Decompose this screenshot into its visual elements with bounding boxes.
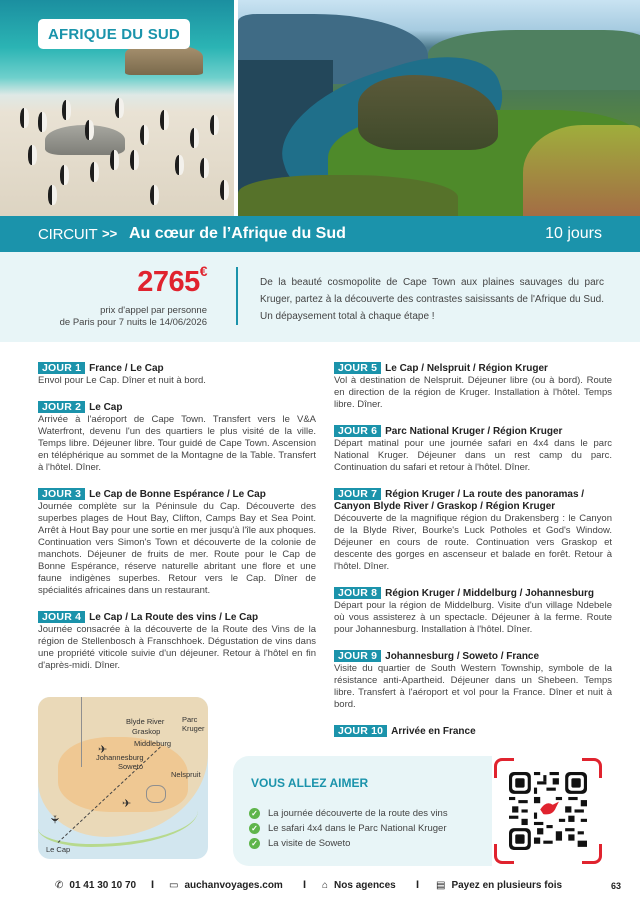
intro-description: De la beauté cosmopolite de Cape Town aux plaines sauvages du parc Kruger, partez à la découverte des contrastes saisissants de l'Afrique du Sud. Un dépaysement total à chaque étape ! [260,277,604,322]
highlight-text: Le safari 4x4 dans le Parc National Kruger [268,823,447,834]
payment-link[interactable] [436,880,562,891]
intro-panel [0,252,640,342]
page-number: 63 [610,881,621,891]
plane-icon: ✈ [98,744,108,756]
day-title: Région Kruger / La route des panoramas / Canyon Blyde River / Graskop / Région Kruger [334,489,585,512]
day-badge: JOUR 7 [334,488,381,500]
intro-divider [236,267,238,325]
itinerary-day [334,725,612,738]
currency-symbol: € [199,263,207,280]
day-title: Le Cap / Nelspruit / Région Kruger [385,363,548,374]
map-label: Middleburg [134,739,172,748]
itinerary-day [334,425,612,474]
itinerary-day [334,362,612,411]
highlights-list [249,806,448,851]
day-description: Visite du quartier de South Western Township, symbole de la résistance anti-Apartheid. Déjeuner dans un Shebeen. Temps libre. Transfert à l'aéroport et vol pour la France. Dîner et nuit à bord. [334,663,612,710]
map-label: Johannesburg [96,753,144,762]
day-description: Vol à destination de Nelspruit. Déjeuner libre (ou à bord). Route en direction de la région de Kruger. Installation à l'hôtel. Temps libre. Dîner. [334,375,612,410]
highlights-panel [233,756,533,866]
day-title: Arrivée en France [391,726,476,737]
circuit-title: Au cœur de l’Afrique du Sud [129,225,346,242]
day-title: Région Kruger / Middelburg / Johannesburg [385,588,595,599]
divider: I [416,879,420,891]
day-badge: JOUR 1 [38,362,85,374]
price-value: 2765 [137,266,200,298]
day-badge: JOUR 4 [38,611,85,623]
itinerary-day [334,587,612,636]
plane-icon: ✈ [48,814,61,825]
day-title: France / Le Cap [89,363,164,374]
highlight-item [249,806,448,821]
day-badge: JOUR 3 [38,488,85,500]
check-circle-icon: ✓ [249,823,260,834]
day-title: Le Cap / La Route des vins / Le Cap [89,612,259,623]
website-link[interactable] [169,880,283,891]
highlight-item [249,836,448,851]
day-badge: JOUR 10 [334,725,387,737]
qr-code[interactable] [492,756,604,866]
itinerary-day [334,488,612,573]
hero-images [0,0,640,216]
credit-card-icon: ▤ [436,880,446,891]
map-label: Nelspruit [171,770,201,779]
check-circle-icon: ✓ [249,838,260,849]
map-label: Blyde River [126,717,165,726]
itinerary-day [38,401,316,474]
home-icon: ⌂ [322,880,329,891]
day-badge: JOUR 8 [334,587,381,599]
price-note-line1: prix d'appel par personne [100,305,207,316]
blyde-river-canyon-photo [238,0,640,216]
map-label: Graskop [132,727,161,736]
website-text: auchanvoyages.com [184,880,283,891]
price [137,263,207,299]
highlight-text: La visite de Soweto [268,838,351,849]
duration-label: 10 jours [545,225,602,242]
itinerary-column-left [38,362,316,686]
day-description: Découverte de la magnifique région du Drakensberg : le Canyon de la Blyde River, Bourke's Luck Potholes et God's Window. Déjeuner en cours de route. Continuation vers Graskop et descente des gorges en ascenseur et balade en forêt. Retour à l'hôtel. Dîner. [334,513,612,572]
payment-text: Payez en plusieurs fois [451,880,563,891]
day-title: Parc National Kruger / Région Kruger [385,426,563,437]
category-label: CIRCUIT [38,226,98,243]
day-description: Départ pour la région de Middelburg. Visite d'un village Ndebele où vous assisterez à un spectacle. Déjeuner à la ferme. Route pour Johannesburg. Installation à l'hôtel. Dîner. [334,600,612,635]
phone-icon: ✆ [55,880,64,891]
check-circle-icon: ✓ [249,808,260,819]
map-label: Parc Kruger [182,715,205,733]
day-title: Johannesburg / Soweto / France [385,651,540,662]
price-note-line2: de Paris pour 7 nuits le 14/06/2026 [59,317,207,328]
day-badge: JOUR 5 [334,362,381,374]
title-bar [0,216,640,252]
phone-number: 01 41 30 10 70 [69,880,137,891]
itinerary-day [38,611,316,672]
itinerary-day [38,362,316,387]
day-description: Journée complète sur la Péninsule du Cap. Découverte des superbes plages de Hout Bay, Clifton, Camps Bay et Sea Point. Arrêt à Hout Bay pour une sortie en mer jusqu'à l'île aux phoques. Continuation vers Simon's Town et découverte de la colonie de manchots. Déjeuner de fruits de mer. Route pour le Cap de Bonne Espérance, réserve naturelle abritant une flore et une faune indigènes superbes. Retour vers le Cap. Dîner de spécialités africaines dans un restaurant. [38,501,316,596]
itinerary-day [334,650,612,711]
day-badge: JOUR 6 [334,425,381,437]
day-title: Le Cap [89,402,123,413]
agencies-link[interactable] [322,880,396,891]
highlight-item [249,821,448,836]
highlights-title: VOUS ALLEZ AIMER [251,776,369,790]
phone-link[interactable] [55,880,136,891]
map-label: Le Cap [46,845,71,854]
country-tag: AFRIQUE DU SUD [38,19,190,49]
day-description: Arrivée à l'aéroport de Cape Town. Transfert vers le V&A Waterfront, devenu l'un des quartiers le plus visité de la ville. Temps libre. Déjeuner libre. Tour guidé de Cape Town. Ascension en téléphérique au sommet de la Montagne de la Table. Transfert à l'hôtel. Dîner. [38,414,316,473]
day-description: Départ matinal pour une journée safari en 4x4 dans le parc National Kruger. Déjeuner dans un rest camp du parc. Continuation du safari et retour à l'hôtel. Dîner. [334,438,612,473]
divider: I [303,879,307,891]
qr-code-icon [508,772,588,850]
itinerary-column-right [334,362,612,752]
day-badge: JOUR 9 [334,650,381,662]
monitor-icon: ▭ [169,880,179,891]
itinerary-day [38,488,316,597]
footer [0,876,640,896]
map-label: Soweto [118,762,144,771]
agencies-text: Nos agences [334,880,396,891]
plane-icon: ✈ [122,798,132,810]
route-map [38,697,208,859]
double-chevron-icon: >> [102,226,118,241]
highlight-text: La journée découverte de la route des vins [268,808,448,819]
price-note [60,305,207,329]
day-title: Le Cap de Bonne Espérance / Le Cap [89,489,266,500]
day-description: Envol pour Le Cap. Dîner et nuit à bord. [38,375,206,386]
divider: I [151,879,155,891]
day-badge: JOUR 2 [38,401,85,413]
day-description: Journée consacrée à la découverte de la Route des Vins de la région de Stellenbosch à Franschhoek. Dégustation de vins dans une propriété viticole suivie d'un déjeuner. Retour à l'hôtel en fin d'après-midi. Dîner. [38,624,316,671]
